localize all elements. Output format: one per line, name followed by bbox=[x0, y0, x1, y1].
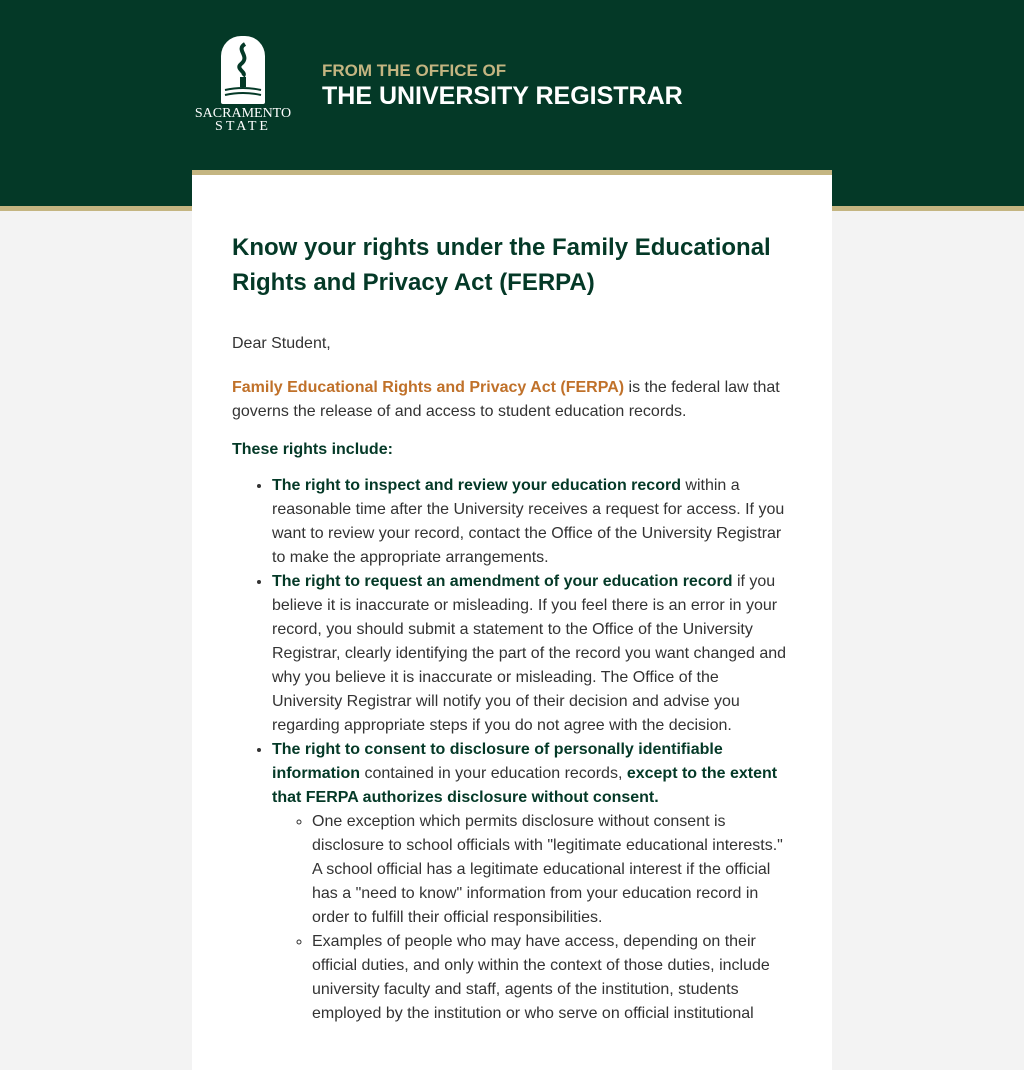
page-title: Know your rights under the Family Educational Rights and Privacy Act (FERPA) bbox=[232, 234, 771, 296]
sacramento-state-logo bbox=[194, 36, 292, 136]
email-card bbox=[192, 170, 832, 1070]
sub-list-item: ◦ Examples of people who may have access, depending on their official duties, and only within the context of those duties, include university faculty and staff, agents of the institution, students employed by the institution or who serve on official institutional bbox=[312, 930, 792, 1026]
list-item: • The right to consent to disclosure of personally identifiable information contained in your education records, except to the extent that FERPA authorizes disclosure without consent. ◦ One exception which permits disclosure without consent is disclosure to school officials with "legitimate educational interests." A school official has a legitimate educational interest if the official has a "need to know" information from your education record in order to fulfill their official responsibilities. ◦ Examples of people who may have access, depending on their official duties, and only within the context of those duties, include university faculty and staff, agents of the institution, students employed by the institution or who serve on official institutional bbox=[272, 738, 792, 1026]
sub-list bbox=[312, 810, 792, 1026]
list-item: • The right to inspect and review your education record within a reasonable time after the University receives a request for access. If you want to review your record, contact the Office of the University Registrar to make the appropriate arrangements. bbox=[272, 474, 792, 570]
rights-heading: These rights include: bbox=[232, 441, 393, 458]
list-item: • The right to request an amendment of your education record if you believe it is inaccurate or misleading. If you feel there is an error in your record, you should submit a statement to the Office of the University Registrar, clearly identifying the part of the record you want changed and why you believe it is inaccurate or misleading. The Office of the University Registrar will notify you of their decision and advise you regarding appropriate steps if you do not agree with the decision. bbox=[272, 570, 792, 738]
torch-logo-icon bbox=[221, 36, 265, 104]
sub-list-item: ◦ One exception which permits disclosure without consent is disclosure to school officials with "legitimate educational interests." A school official has a legitimate educational interest if the official has a "need to know" information from your education record in order to fulfill their official responsibilities. bbox=[312, 810, 792, 930]
intro-text: is the federal law that governs the release of and access to student education records. bbox=[232, 379, 780, 420]
logo-text-line2: STATE bbox=[215, 119, 271, 134]
logo-text-line1: SACRAMENTO bbox=[194, 106, 292, 121]
from-office-label: FROM THE OFFICE OF bbox=[322, 61, 507, 80]
intro-paragraph bbox=[232, 376, 792, 424]
office-title: THE UNIVERSITY REGISTRAR bbox=[322, 82, 683, 110]
greeting: Dear Student, bbox=[232, 335, 331, 352]
rights-list bbox=[272, 474, 792, 1026]
ferpa-link[interactable]: Family Educational Rights and Privacy Act (FERPA) bbox=[232, 379, 625, 396]
